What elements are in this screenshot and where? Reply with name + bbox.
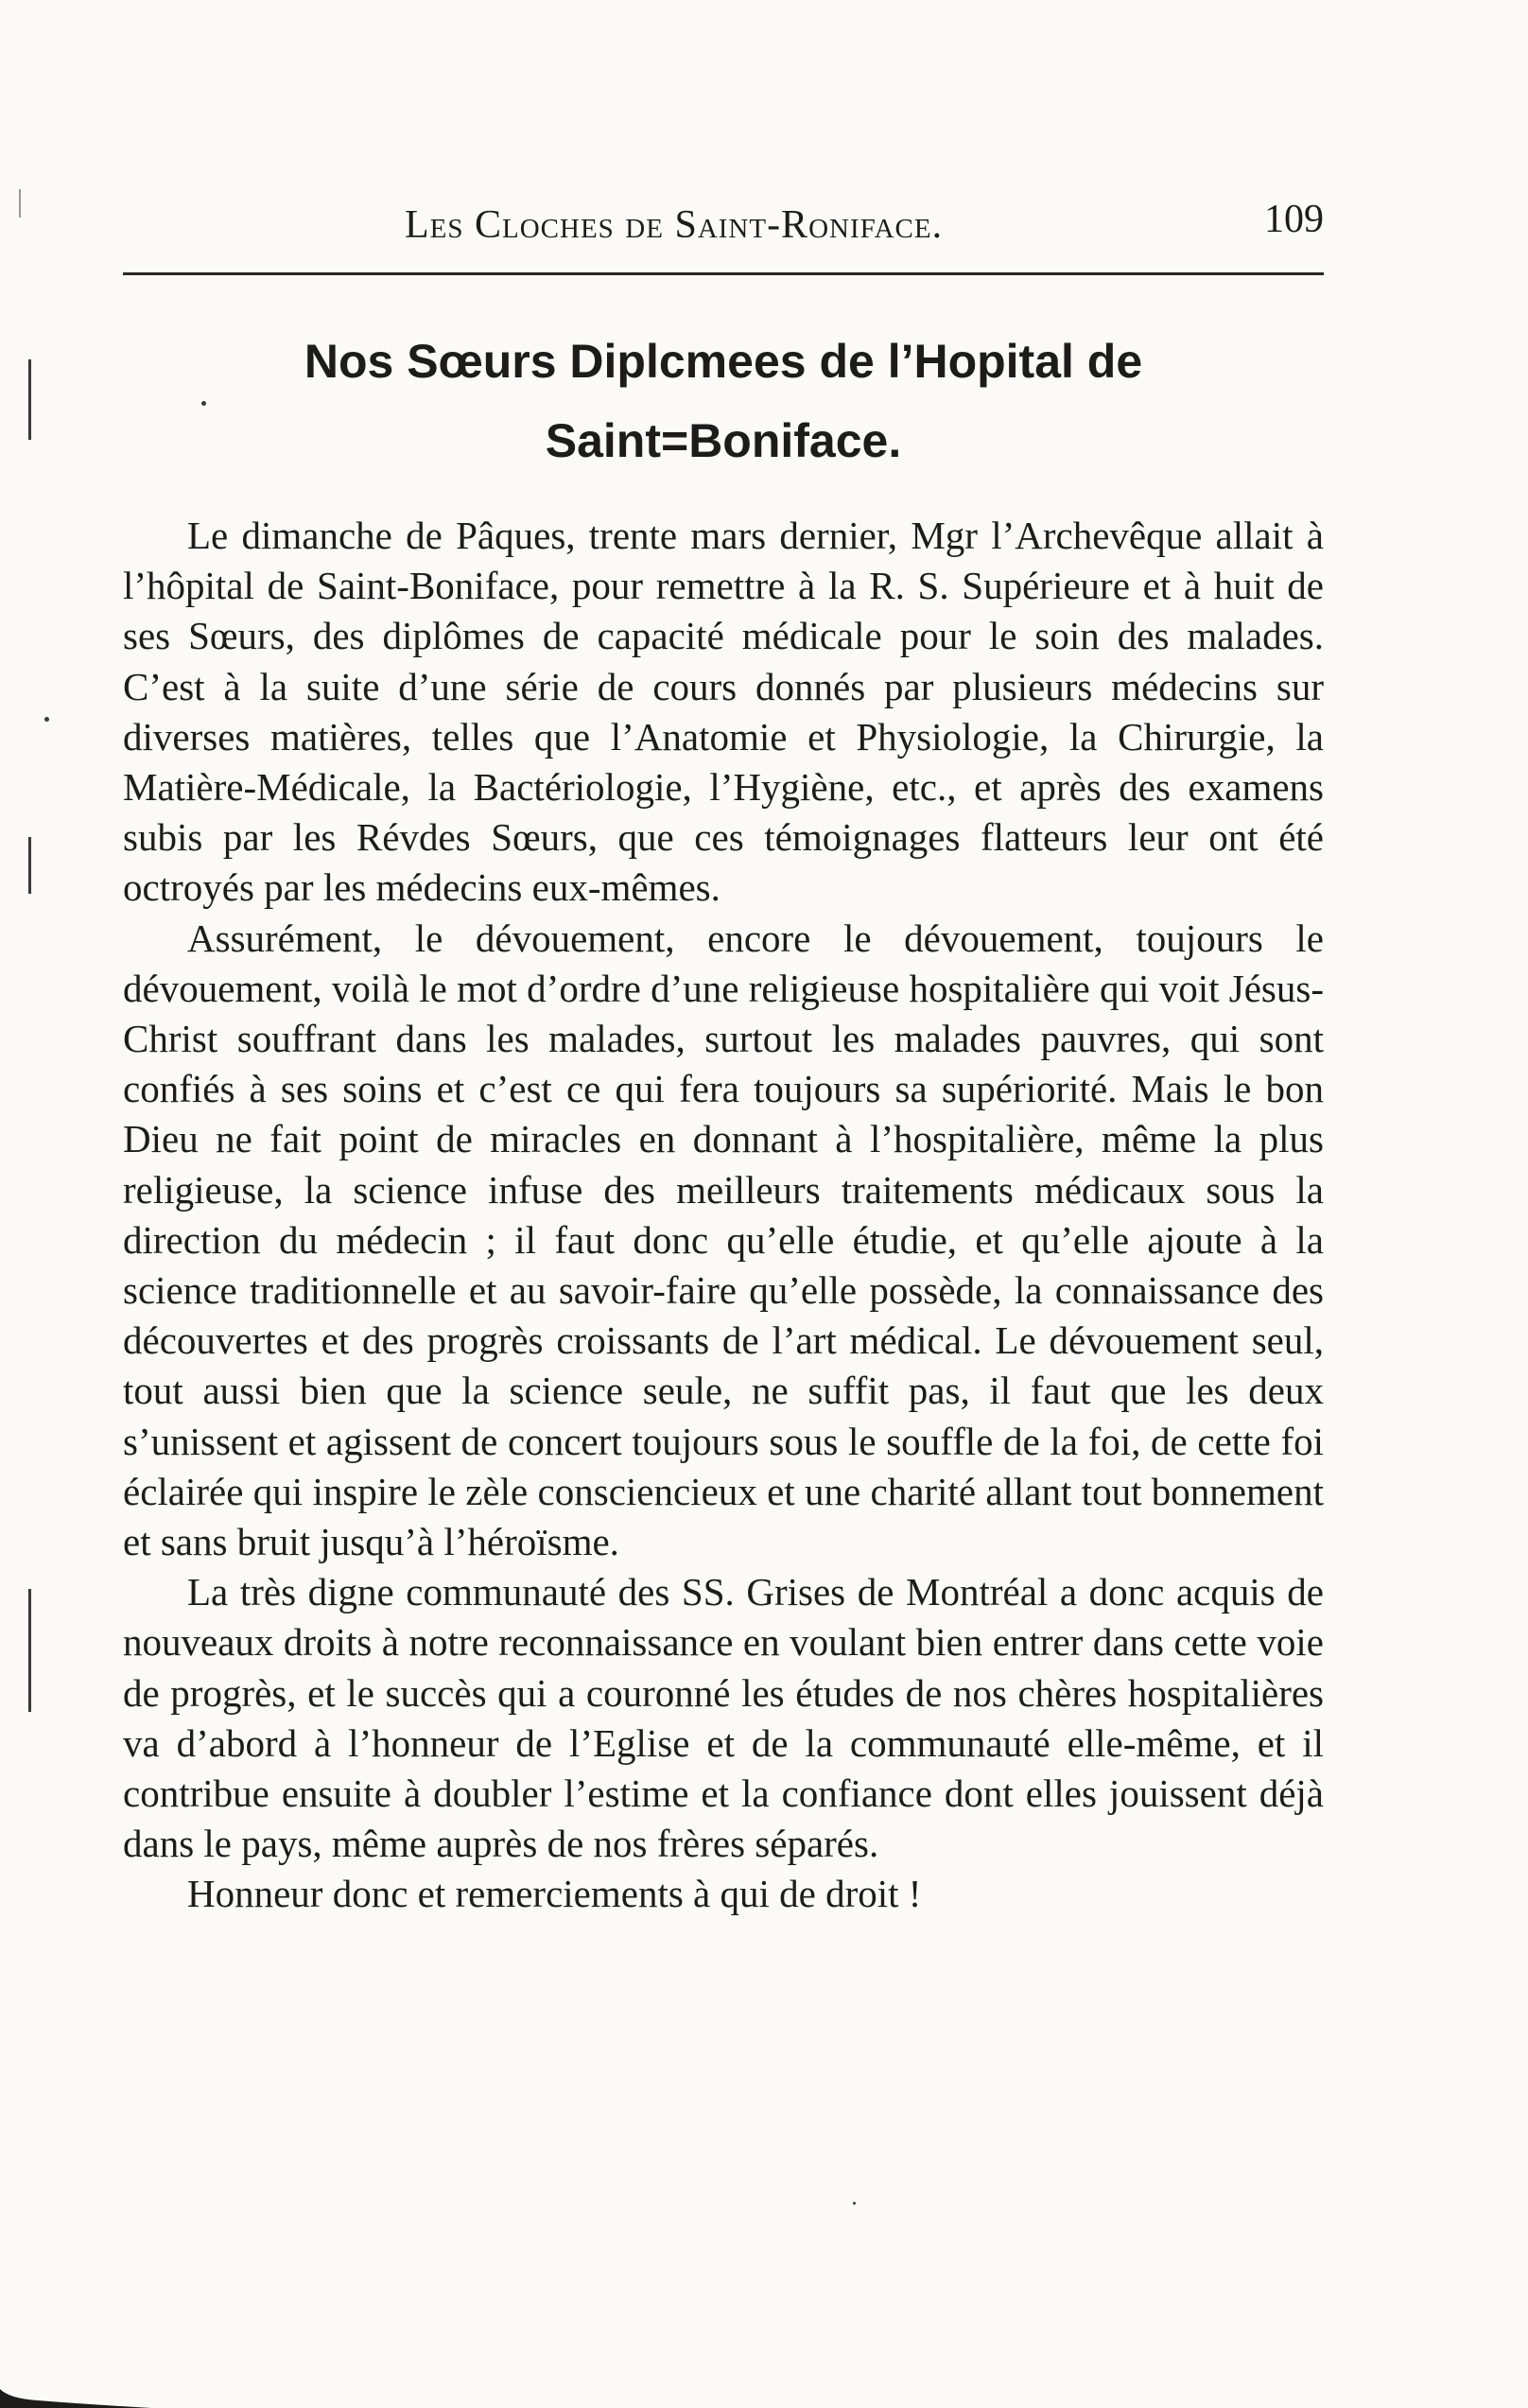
article-title-line-1: Nos Sœurs Diplcmees de l’Hopital de: [304, 335, 1143, 388]
paragraph-2: Assurément, le dévouement, encore le dévouement, toujours le dévouement, voilà le mot d’ordre d’une religieuse hospitalière qui voit Jésus-Christ souffrant dans les malades, surtout les malades pauvres, qui sont confiés à ses soins et c’est ce qui fera toujours sa supériorité. Mais le bon Dieu ne fait point de miracles en donnant à l’hospitalière, même la plus religieuse, la science infuse des meilleurs traitements médicaux sous la direction du médecin ; il faut donc qu’elle étudie, et qu’elle ajoute à la science traditionnelle et au savoir-faire qu’elle possède, la connaissance des découvertes et des progrès croissants de l’art médical. Le dévouement seul, tout aussi bien que la science seule, ne suffit pas, il faut que les deux s’unissent et agissent de concert toujours sous le souffle de la foi, de cette foi éclairée qui inspire le zèle consciencieux et une charité allant tout bonnement et sans bruit jusqu’à l’héroïsme.: [123, 916, 1324, 1564]
paragraph-3: La très digne communauté des SS. Grises de Montréal a donc acquis de nouveaux droits à notre reconnaissance en voulant bien entrer dans cette voie de progrès, et le succès qui a couronné les études de nos chères hospitalières va d’abord à l’honneur de l’Eglise et de la communauté elle-même, et il contribue ensuite à doubler l’estime et la confiance dont elles jouissent déjà dans le pays, même auprès de nos frères séparés.: [123, 1570, 1324, 1866]
margin-mark: [28, 1589, 31, 1712]
article-body: [123, 511, 1324, 1920]
margin-mark: [28, 837, 31, 894]
article-title: [123, 322, 1324, 480]
speck: [201, 401, 206, 406]
speck: [853, 2202, 856, 2205]
corner-scan-stroke: [0, 2376, 151, 2408]
paragraph-1: Le dimanche de Pâques, trente mars dernier, Mgr l’Archevêque allait à l’hôpital de Saint-Boniface, pour remettre à la R. S. Supérieure et à huit de ses Sœurs, des diplômes de capacité médicale pour le soin des malades. C’est à la suite d’une série de cours donnés par plusieurs médecins sur diverses matières, telles que l’Anatomie et Physiologie, la Chirurgie, la Matière-Médicale, la Bactériologie, l’Hygiène, etc., et après des examens subis par les Révdes Sœurs, que ces témoignages flatteurs leur ont été octroyés par les médecins eux-mêmes.: [123, 514, 1324, 910]
header-rule: [123, 272, 1324, 275]
speck: [44, 717, 49, 722]
article-title-line-2: Saint=Boniface.: [545, 414, 902, 467]
closing-line: Honneur donc et remerciements à qui de droit !: [187, 1872, 922, 1916]
running-head: [123, 189, 1324, 255]
page-number: 109: [1264, 198, 1324, 241]
margin-mark: [28, 359, 31, 440]
margin-mark: [19, 189, 21, 218]
running-title: Les Cloches de Saint-Roniface.: [405, 203, 944, 247]
